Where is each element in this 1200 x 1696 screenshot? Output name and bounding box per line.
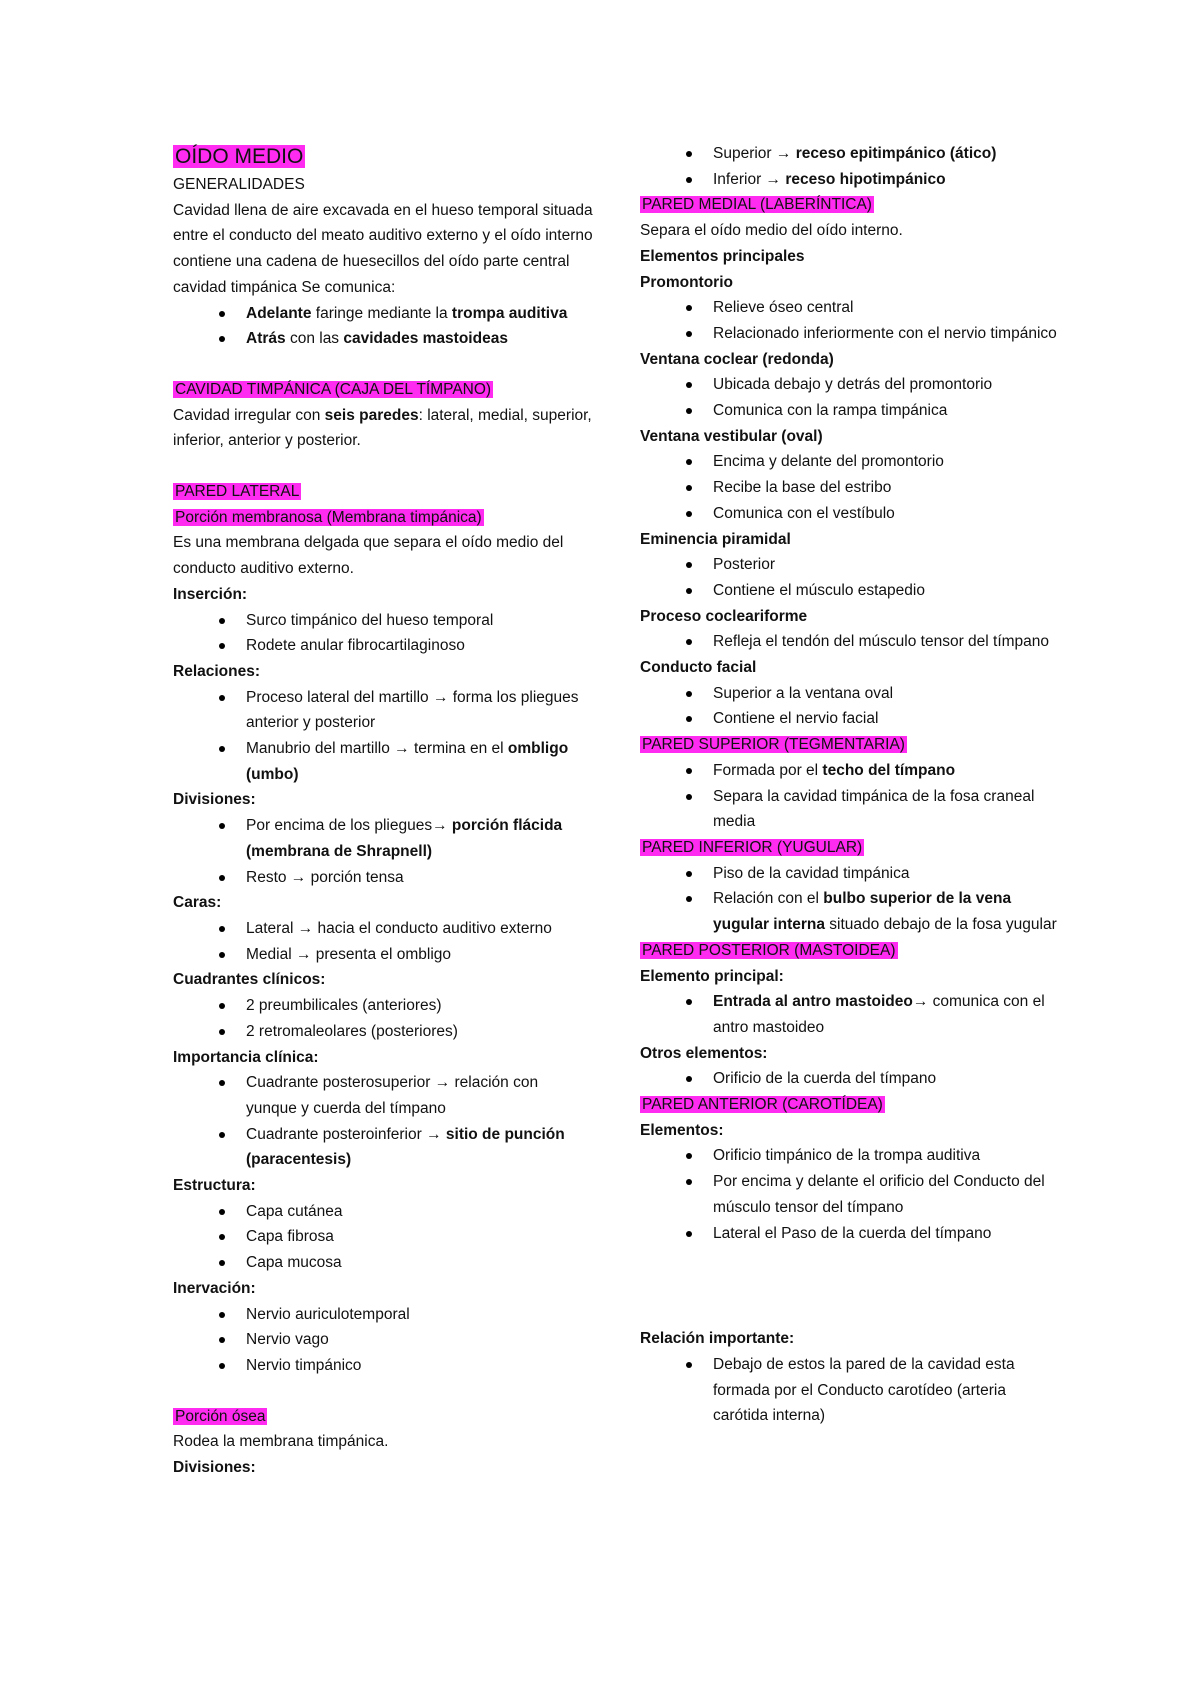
list-item: Superior → receso epitimpánico (ático) bbox=[640, 141, 1060, 167]
caras-label: Caras: bbox=[173, 894, 222, 912]
elementos-label: Elementos: bbox=[640, 1121, 724, 1139]
osea-paragraph: Rodea la membrana timpánica. bbox=[173, 1433, 389, 1451]
list-item: Relacionado inferiormente con el nervio timpánico bbox=[640, 321, 1060, 347]
inervacion-label: Inervación: bbox=[173, 1279, 256, 1297]
list-item: Capa mucosa bbox=[173, 1250, 593, 1276]
list-item: Orificio timpánico de la trompa auditiva bbox=[640, 1143, 1060, 1169]
list-item: Inferior → receso hipotimpánico bbox=[640, 167, 1060, 193]
list-item: Ubicada debajo y detrás del promontorio bbox=[640, 372, 1060, 398]
cuadrantes-list bbox=[173, 993, 593, 1044]
list-item: Separa la cavidad timpánica de la fosa craneal media bbox=[640, 784, 1060, 835]
list-item: Encima y delante del promontorio bbox=[640, 449, 1060, 475]
inferior-list bbox=[640, 861, 1060, 938]
ventana-coclear-label: Ventana coclear (redonda) bbox=[640, 350, 834, 368]
conducto-label: Conducto facial bbox=[640, 659, 757, 677]
list-item: 2 retromaleolares (posteriores) bbox=[173, 1019, 593, 1045]
list-item: Refleja el tendón del músculo tensor del tímpano bbox=[640, 629, 1060, 655]
list-item: Orificio de la cuerda del tímpano bbox=[640, 1066, 1060, 1092]
importancia-label: Importancia clínica: bbox=[173, 1048, 319, 1066]
list-item: Nervio vago bbox=[173, 1327, 593, 1353]
list-item: Manubrio del martillo → termina en el ombligo (umbo) bbox=[173, 736, 593, 787]
elementos-principales-label: Elementos principales bbox=[640, 247, 805, 265]
pared-posterior-heading: PARED POSTERIOR (MASTOIDEA) bbox=[642, 941, 896, 959]
list-item: Lateral el Paso de la cuerda del tímpano bbox=[640, 1221, 1060, 1247]
ventana-vestibular-label: Ventana vestibular (oval) bbox=[640, 427, 823, 445]
superior-list bbox=[640, 758, 1060, 835]
otros-label: Otros elementos: bbox=[640, 1044, 768, 1062]
estructura-list bbox=[173, 1199, 593, 1276]
divisiones-label: Divisiones: bbox=[173, 791, 256, 809]
list-item: Resto → porción tensa bbox=[173, 865, 593, 891]
section-heading-generalidades: GENERALIDADES bbox=[173, 176, 305, 193]
osea-divisiones-label: Divisiones: bbox=[173, 1459, 256, 1477]
list-item: Superior a la ventana oval bbox=[640, 681, 1060, 707]
relacion-label: Relación importante: bbox=[640, 1330, 795, 1348]
list-item: Adelante faringe mediante la trompa auditiva bbox=[173, 301, 593, 327]
list-item: 2 preumbilicales (anteriores) bbox=[173, 993, 593, 1019]
relaciones-list bbox=[173, 685, 593, 788]
porcion-osea-heading: Porción ósea bbox=[175, 1407, 266, 1425]
page-title: OÍDO MEDIO bbox=[175, 145, 304, 168]
list-item: Capa cutánea bbox=[173, 1199, 593, 1225]
anterior-list bbox=[640, 1143, 1060, 1246]
medial-paragraph: Separa el oído medio del oído interno. bbox=[640, 222, 903, 240]
membrana-paragraph: Es una membrana delgada que separa el oído medio del conducto auditivo externo. bbox=[173, 534, 564, 578]
list-item: Piso de la cavidad timpánica bbox=[640, 861, 1060, 887]
list-item: Capa fibrosa bbox=[173, 1224, 593, 1250]
left-column bbox=[173, 142, 593, 1481]
ventana-vestibular-list bbox=[640, 449, 1060, 526]
pared-lateral-heading: PARED LATERAL bbox=[175, 483, 300, 501]
list-item: Por encima de los pliegues→ porción flácida (membrana de Shrapnell) bbox=[173, 813, 593, 864]
intro-paragraph: Cavidad llena de aire excavada en el hueso temporal situada entre el conducto del meato auditivo externo y el oído interno contiene una cadena de huesecillos del oído parte central cavidad timpánica Se comunica: bbox=[173, 201, 593, 296]
divisiones-list bbox=[173, 813, 593, 890]
ventana-coclear-list bbox=[640, 372, 1060, 423]
conducto-list bbox=[640, 681, 1060, 732]
list-item: Nervio timpánico bbox=[173, 1353, 593, 1379]
list-item: Cuadrante posterosuperior → relación con yunque y cuerda del tímpano bbox=[173, 1070, 593, 1121]
proceso-list bbox=[640, 629, 1060, 655]
cavidad-heading: CAVIDAD TIMPÁNICA (CAJA DEL TÍMPANO) bbox=[175, 380, 492, 398]
otros-list bbox=[640, 1066, 1060, 1092]
list-item: Medial → presenta el ombligo bbox=[173, 942, 593, 968]
list-item: Por encima y delante el orificio del Conducto del músculo tensor del tímpano bbox=[640, 1169, 1060, 1220]
list-item: Relieve óseo central bbox=[640, 295, 1060, 321]
promontorio-label: Promontorio bbox=[640, 273, 733, 291]
list-item: Contiene el músculo estapedio bbox=[640, 578, 1060, 604]
list-item: Atrás con las cavidades mastoideas bbox=[173, 326, 593, 352]
pared-superior-heading: PARED SUPERIOR (TEGMENTARIA) bbox=[642, 736, 905, 754]
list-item: Lateral → hacia el conducto auditivo externo bbox=[173, 916, 593, 942]
list-item: Posterior bbox=[640, 552, 1060, 578]
posterior-principal-list bbox=[640, 989, 1060, 1040]
list-item: Rodete anular fibrocartilaginoso bbox=[173, 633, 593, 659]
relaciones-label: Relaciones: bbox=[173, 662, 261, 680]
list-item: Debajo de estos la pared de la cavidad esta formada por el Conducto carotídeo (arteria carótida interna) bbox=[640, 1352, 1060, 1429]
eminencia-list bbox=[640, 552, 1060, 603]
list-item: Entrada al antro mastoideo→ comunica con el antro mastoideo bbox=[640, 989, 1060, 1040]
importancia-list bbox=[173, 1070, 593, 1173]
list-item: Contiene el nervio facial bbox=[640, 706, 1060, 732]
list-item: Formada por el techo del tímpano bbox=[640, 758, 1060, 784]
list-item: Surco timpánico del hueso temporal bbox=[173, 608, 593, 634]
recesos-list bbox=[640, 141, 1060, 192]
list-item: Nervio auriculotemporal bbox=[173, 1302, 593, 1328]
list-item: Proceso lateral del martillo → forma los pliegues anterior y posterior bbox=[173, 685, 593, 736]
eminencia-label: Eminencia piramidal bbox=[640, 530, 791, 548]
list-item: Recibe la base del estribo bbox=[640, 475, 1060, 501]
elemento-principal-label: Elemento principal: bbox=[640, 967, 784, 985]
cuadrantes-label: Cuadrantes clínicos: bbox=[173, 971, 326, 989]
list-item: Comunica con la rampa timpánica bbox=[640, 398, 1060, 424]
pared-medial-heading: PARED MEDIAL (LABERÍNTICA) bbox=[642, 196, 872, 214]
estructura-label: Estructura: bbox=[173, 1177, 256, 1195]
proceso-label: Proceso cocleariforme bbox=[640, 607, 808, 625]
relacion-list bbox=[640, 1352, 1060, 1429]
list-item: Cuadrante posteroinferior → sitio de punción (paracentesis) bbox=[173, 1122, 593, 1173]
pared-inferior-heading: PARED INFERIOR (YUGULAR) bbox=[642, 838, 863, 856]
inervacion-list bbox=[173, 1302, 593, 1379]
cavidad-paragraph: Cavidad irregular con seis paredes: lateral, medial, superior, inferior, anterior y posterior. bbox=[173, 406, 592, 450]
pared-anterior-heading: PARED ANTERIOR (CAROTÍDEA) bbox=[642, 1096, 883, 1114]
right-column bbox=[640, 141, 1060, 1429]
promontorio-list bbox=[640, 295, 1060, 346]
caras-list bbox=[173, 916, 593, 967]
insercion-list bbox=[173, 608, 593, 659]
insercion-label: Inserción: bbox=[173, 585, 248, 603]
comunica-list bbox=[173, 301, 593, 352]
list-item: Relación con el bulbo superior de la vena yugular interna situado debajo de la fosa yugular bbox=[640, 886, 1060, 937]
porcion-membranosa-heading: Porción membranosa (Membrana timpánica) bbox=[175, 508, 482, 526]
list-item: Comunica con el vestíbulo bbox=[640, 501, 1060, 527]
